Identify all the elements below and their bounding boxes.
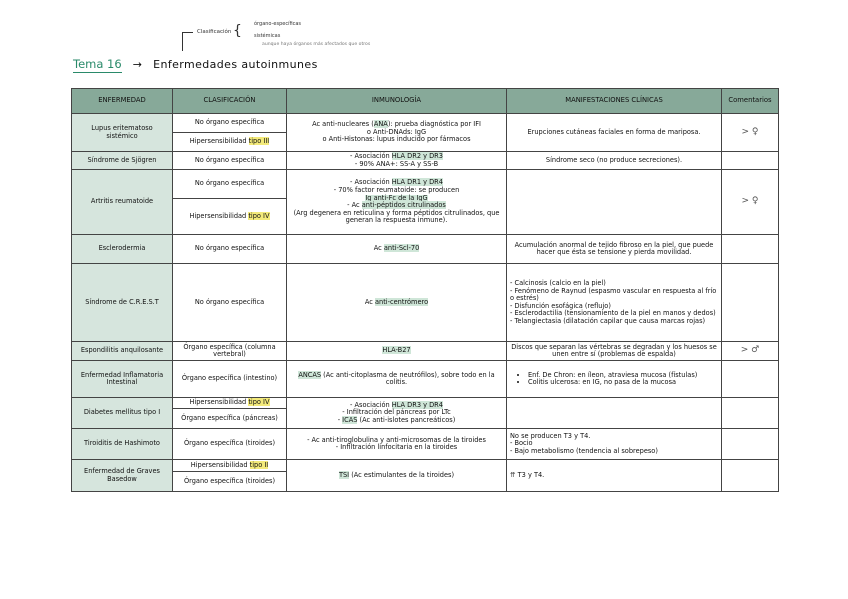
class-espondil: Órgano específica (columna vertebral) — [173, 342, 287, 361]
clin-graves: ⇈ T3 y T4. — [507, 460, 722, 492]
class-diabetes-1: Hipersensibilidad tipo IV — [173, 398, 287, 409]
page-title — [73, 53, 318, 72]
imm-espondil: HLA-B27 — [287, 342, 507, 361]
comment-crest — [722, 264, 779, 342]
imm-esclero: Ac anti-Scl-70 — [287, 235, 507, 264]
disease-espondil: Espondilitis anquilosante — [72, 342, 173, 361]
comment-eii — [722, 361, 779, 398]
disease-artritis: Artritis reumatoide — [72, 170, 173, 235]
disease-eii: Enfermedad Inflamatoria Intestinal — [72, 361, 173, 398]
class-diabetes-2: Órgano específica (páncreas) — [173, 409, 287, 429]
note-bracket — [182, 32, 193, 51]
table-row — [72, 235, 779, 264]
col-header-enfermedad: ENFERMEDAD — [72, 89, 173, 114]
col-header-comentarios: Comentarios — [722, 89, 779, 114]
table-row — [72, 264, 779, 342]
double-up-arrow-icon: ⇈ — [510, 470, 516, 479]
imm-eii: ANCAS (Ac anti-citoplasma de neutrófilos), sobre todo en la colitis. — [287, 361, 507, 398]
imm-graves: TSI (Ac estimulantes de la tiroides) — [287, 460, 507, 492]
class-artritis-2: Hipersensibilidad tipo IV — [173, 199, 287, 235]
disease-esclero: Esclerodermia — [72, 235, 173, 264]
class-eii: Órgano específica (intestino) — [173, 361, 287, 398]
class-sjogren: No órgano específica — [173, 152, 287, 170]
note-organo: órgano-específicas — [254, 21, 302, 27]
class-artritis-1: No órgano específica — [173, 170, 287, 199]
clin-diabetes — [507, 398, 722, 429]
comment-diabetes — [722, 398, 779, 429]
imm-crest: Ac anti-centrómero — [287, 264, 507, 342]
disease-lupus: Lupus eritematoso sistémico — [72, 114, 173, 152]
disease-hashimoto: Tiroiditis de Hashimoto — [72, 429, 173, 460]
disease-diabetes: Diabetes mellitus tipo I — [72, 398, 173, 429]
table-row — [72, 429, 779, 460]
tema-label: Tema 16 — [73, 57, 122, 71]
clin-crest: - Calcinosis (calcio en la piel) - Fenómeno de Raynud (espasmo vascular en respuesta al frío o estrés) - Disfunción esofágica (reflujo) - Esclerodactilia (tensionamiento de la piel en manos y dedos) - Telangiectasia (dilatación capilar que causa marcas rojas) — [507, 264, 722, 342]
table-row — [72, 114, 779, 133]
class-graves-1: Hipersensibilidad tipo II — [173, 460, 287, 472]
disease-sjogren: Síndrome de Sjögren — [72, 152, 173, 170]
arrow-icon: → — [132, 58, 142, 71]
class-lupus-1: No órgano específica — [173, 114, 287, 133]
imm-diabetes: - Asociación HLA DR3 y DR4 - Infiltración del páncreas por LTc - ICAS (Ac anti-islotes pancreáticos) — [287, 398, 507, 429]
title-text: Enfermedades autoinmunes — [153, 58, 318, 71]
clin-espondil: Discos que separan las vértebras se degradan y los huesos se unen entre sí (problemas de espalda) — [507, 342, 722, 361]
clin-esclero: Acumulación anormal de tejido fibroso en la piel, que puede hacer que ésta se tensione y pierda movilidad. — [507, 235, 722, 264]
imm-hashimoto: - Ac anti-tiroglobulina y anti-microsomas de la tiroides - Infiltración linfocitaria en la tiroides — [287, 429, 507, 460]
table-row — [72, 170, 779, 199]
col-header-clasificacion: CLASIFICACIÓN — [173, 89, 287, 114]
imm-lupus: Ac anti-nucleares (ANA): prueba diagnóstica por IFI o Anti-DNAds: IgG o Anti-Histonas: lupus inducido por fármacos — [287, 114, 507, 152]
imm-sjogren: - Asociación HLA DR2 y DR3 - 90% ANA+: SS-A y SS-B — [287, 152, 507, 170]
table-row — [72, 398, 779, 409]
disease-crest: Síndrome de C.R.E.S.T — [72, 264, 173, 342]
comment-esclero — [722, 235, 779, 264]
note-sistemicas: sistémicas — [254, 33, 281, 39]
class-graves-2: Órgano específica (tiroides) — [173, 472, 287, 492]
comment-hashimoto — [722, 429, 779, 460]
table-row — [72, 152, 779, 170]
comment-lupus: > ♀ — [722, 114, 779, 152]
comment-espondil: > ♂ — [722, 342, 779, 361]
imm-artritis: - Asociación HLA DR1 y DR4 - 70% factor reumatoide: se producen Ig anti-Fc de la IgG - Ac anti-péptidos citrulinados (Arg degenera en reticulina y forma péptidos citrulinados, que generan la respuesta inmune). — [287, 170, 507, 235]
note-aunque: aunque haya órganos más afectados que otros — [262, 42, 371, 47]
clin-eii: • Enf. De Chron: en íleon, atraviesa mucosa (fístulas) • Colitis ulcerosa: en IG, no pasa de la mucosa — [507, 361, 722, 398]
clin-lupus: Erupciones cutáneas faciales en forma de mariposa. — [507, 114, 722, 152]
class-lupus-2: Hipersensibilidad tipo III — [173, 133, 287, 152]
comment-artritis: > ♀ — [722, 170, 779, 235]
disease-table — [71, 88, 779, 492]
clin-artritis — [507, 170, 722, 235]
note-clasificacion: Clasificación — [197, 29, 232, 35]
table-row — [72, 342, 779, 361]
class-crest: No órgano específica — [173, 264, 287, 342]
comment-sjogren — [722, 152, 779, 170]
comment-graves — [722, 460, 779, 492]
table-row — [72, 460, 779, 472]
col-header-manifestaciones: MANIFESTACIONES CLÍNICAS — [507, 89, 722, 114]
clin-sjogren: Síndrome seco (no produce secreciones). — [507, 152, 722, 170]
class-hashimoto: Órgano específica (tiroides) — [173, 429, 287, 460]
table-header-row — [72, 89, 779, 114]
note-brace: { — [233, 23, 242, 39]
class-esclero: No órgano específica — [173, 235, 287, 264]
disease-graves: Enfermedad de Graves Basedow — [72, 460, 173, 492]
clin-hashimoto: No se producen T3 y T4. - Bocio - Bajo metabolismo (tendencia al sobrepeso) — [507, 429, 722, 460]
table-row — [72, 361, 779, 398]
col-header-inmunologia: INMUNOLOGÍA — [287, 89, 507, 114]
